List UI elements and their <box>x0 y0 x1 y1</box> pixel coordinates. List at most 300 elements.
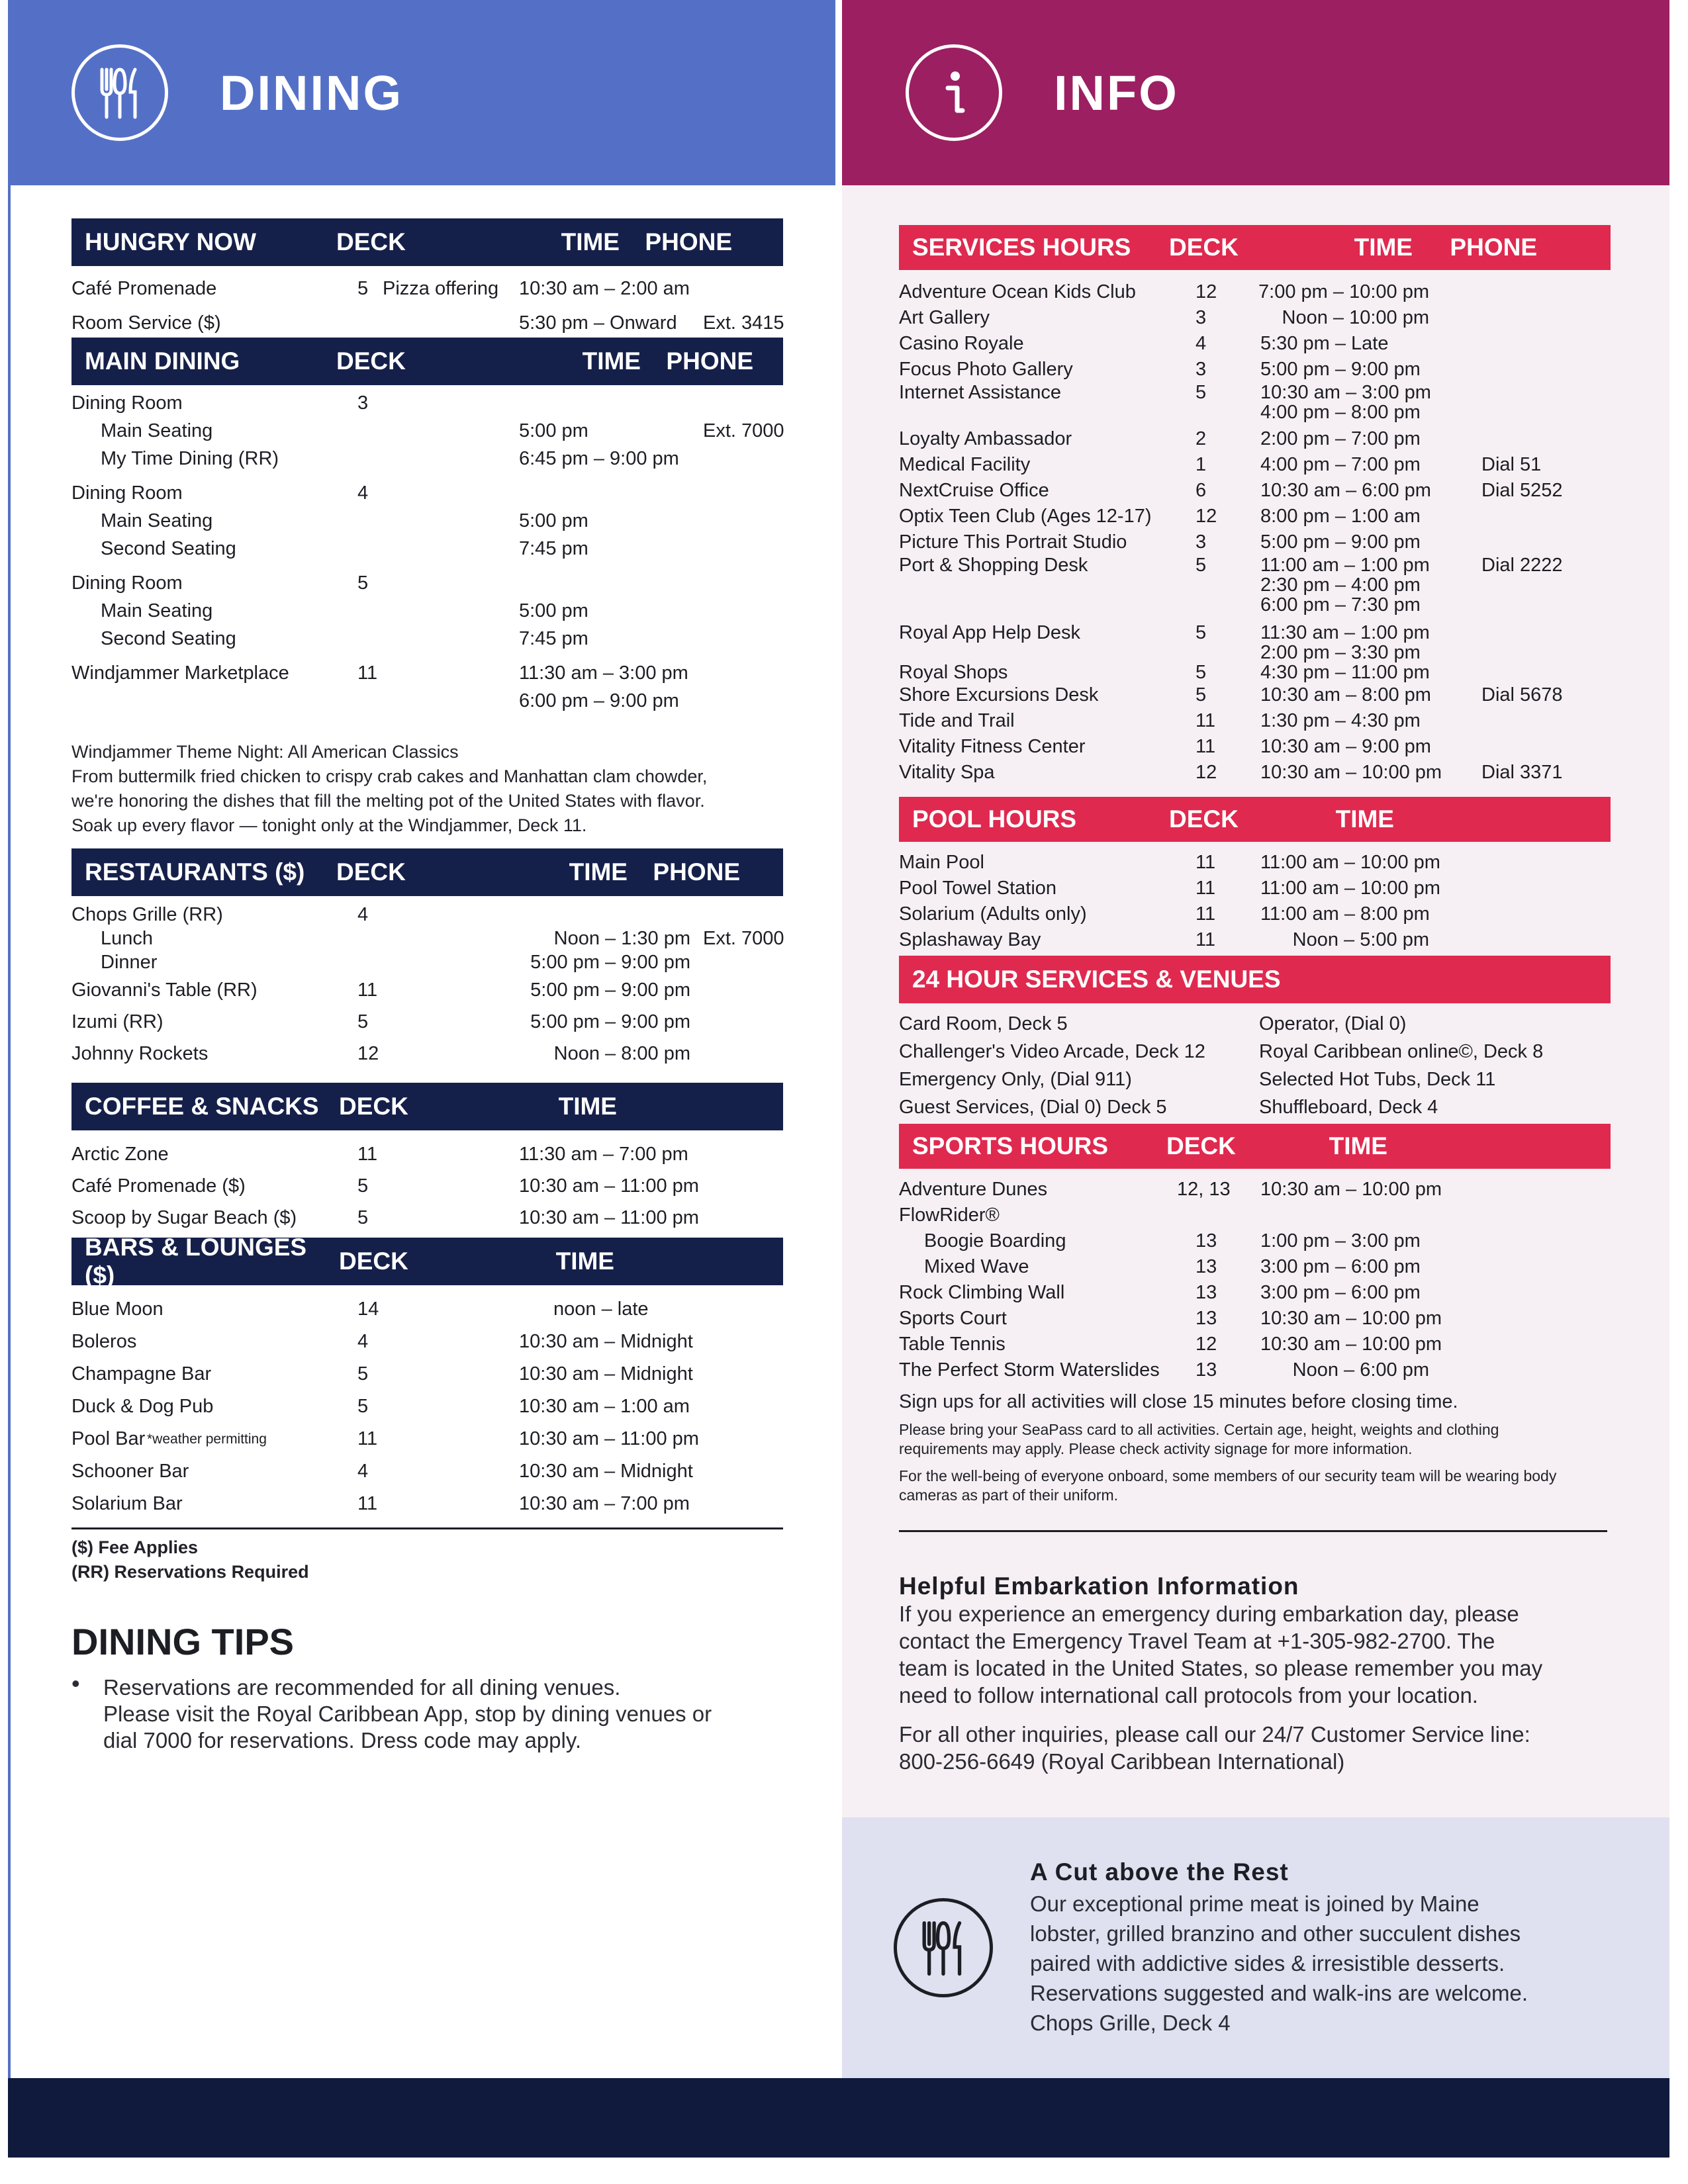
list-item: Shuffleboard, Deck 4 <box>1259 1097 1438 1118</box>
bars-lounges-table <box>71 1234 783 1520</box>
venue-name: Pool Towel Station <box>899 878 1057 899</box>
table-row <box>899 555 1611 575</box>
dining-tips-title: DINING TIPS <box>71 1621 295 1662</box>
theme-night-title: Windjammer Theme Night: All American Classics <box>71 742 459 762</box>
info-icon <box>906 44 1002 141</box>
venue-name: Champagne Bar <box>71 1363 212 1385</box>
time: 10:30 am – 10:00 pm <box>1260 1179 1442 1200</box>
restaurants-table <box>71 848 783 1069</box>
service-name: Vitality Fitness Center <box>899 736 1086 757</box>
col-name: SPORTS HOURS <box>912 1132 1109 1160</box>
table-row <box>899 504 1611 529</box>
fork-knife-icon <box>894 1898 993 1997</box>
venue-name: Arctic Zone <box>71 1144 169 1165</box>
deck: 5 <box>1196 382 1207 403</box>
table-row <box>899 1306 1611 1332</box>
deck: 4 <box>357 1461 369 1482</box>
list-item: Selected Hot Tubs, Deck 11 <box>1259 1069 1496 1090</box>
activity-name: Boogie Boarding <box>924 1230 1066 1251</box>
col-time: TIME <box>1335 805 1394 833</box>
venue-name: Dinner <box>101 952 158 973</box>
deck: 11 <box>357 1493 378 1514</box>
info-title: INFO <box>1054 65 1179 120</box>
col-deck: DECK <box>339 1248 408 1275</box>
table-row <box>899 1203 1611 1228</box>
list-item: Challenger's Video Arcade, Deck 12 <box>899 1041 1205 1062</box>
sports-hours-header <box>899 1124 1611 1169</box>
deck: 3 <box>1196 359 1207 380</box>
list-item: Card Room, Deck 5 <box>899 1013 1068 1034</box>
table-row <box>71 535 783 563</box>
table-row <box>899 927 1611 953</box>
table-row <box>71 659 783 687</box>
sports-hours-table <box>899 1124 1611 1383</box>
table-row <box>71 597 783 625</box>
coffee-snacks-header <box>71 1083 783 1130</box>
table-row <box>899 383 1611 402</box>
table-row <box>899 708 1611 734</box>
weather-note: *weather permitting <box>147 1432 267 1447</box>
text-line: lobster, grilled branzino and other succulent dishes <box>1030 1921 1521 1946</box>
venue-name: Duck & Dog Pub <box>71 1396 214 1417</box>
time: 10:30 am – 7:00 pm <box>519 1493 690 1514</box>
embarkation-info <box>899 1572 1614 1775</box>
promo-text <box>1030 1889 1613 2038</box>
activity-name: Sports Court <box>899 1308 1007 1329</box>
table-row <box>899 357 1611 383</box>
table-row <box>71 974 783 1006</box>
venue-name: Dining Room <box>71 482 183 504</box>
deck: 5 <box>1196 684 1207 705</box>
table-row <box>71 417 783 445</box>
phone: Dial 51 <box>1481 454 1542 475</box>
table-row <box>71 1006 783 1038</box>
time: 5:00 pm <box>519 420 588 441</box>
service-name: Focus Photo Gallery <box>899 359 1073 380</box>
table-row <box>899 682 1611 708</box>
service-name: Optix Teen Club (Ages 12-17) <box>899 506 1152 527</box>
table-row <box>71 1038 783 1069</box>
service-name: Royal Shops <box>899 662 1008 683</box>
time: 7:45 pm <box>519 538 588 559</box>
time: 2:00 pm – 3:30 pm <box>1260 642 1421 663</box>
time: 5:00 pm – 9:00 pm <box>530 1011 690 1032</box>
chops-grille-promo <box>842 1817 1669 2078</box>
col-name: BARS & LOUNGES ($) <box>85 1234 307 1289</box>
deck: 13 <box>1196 1256 1217 1277</box>
theme-night-line: From buttermilk fried chicken to crispy crab cakes and Manhattan clam chowder, <box>71 766 708 786</box>
table-row <box>71 569 783 597</box>
deck: 11 <box>1196 710 1216 731</box>
table-row <box>899 575 1611 595</box>
text-line: paired with addictive sides & irresistible desserts. <box>1030 1951 1505 1976</box>
phone: Dial 2222 <box>1481 555 1563 576</box>
table-row <box>899 529 1611 555</box>
legend <box>71 1535 309 1584</box>
time: 10:30 am – Midnight <box>519 1461 693 1482</box>
security-note <box>899 1467 1556 1505</box>
table-row <box>71 687 783 715</box>
deck: 11 <box>1196 903 1216 925</box>
left-accent-stripe <box>8 185 11 2078</box>
hungry-now-table <box>71 218 783 340</box>
deck: 5 <box>357 1175 369 1197</box>
text-line: Reservations suggested and walk-ins are welcome. <box>1030 1981 1528 2005</box>
deck: 11 <box>357 1144 378 1165</box>
table-row <box>71 1455 783 1488</box>
time: Noon – 5:00 pm <box>1292 929 1429 950</box>
time: 5:00 pm <box>519 510 588 531</box>
time: 5:30 pm – Late <box>1260 333 1389 354</box>
table-row <box>71 1423 783 1455</box>
venue-name: Café Promenade <box>71 278 217 299</box>
table-row <box>71 625 783 653</box>
deck: 12 <box>1196 506 1217 527</box>
service-name: Medical Facility <box>899 454 1031 475</box>
time: 11:00 am – 1:00 pm <box>1260 555 1430 576</box>
venue-name: Main Pool <box>899 852 984 873</box>
venue-name: Solarium (Adults only) <box>899 903 1087 925</box>
text-line: Chops Grille, Deck 4 <box>1030 2011 1231 2035</box>
deck: 11 <box>1196 929 1216 950</box>
list-item: Guest Services, (Dial 0) Deck 5 <box>899 1097 1167 1118</box>
text-line: If you experience an emergency during embarkation day, please <box>899 1602 1519 1626</box>
venue-name: Izumi (RR) <box>71 1011 164 1032</box>
deck: 5 <box>357 1207 369 1228</box>
main-dining-table <box>71 338 783 715</box>
venue-name: Dining Room <box>71 572 183 594</box>
activity-name: Adventure Dunes <box>899 1179 1048 1200</box>
deck: 13 <box>1196 1282 1217 1303</box>
theme-night-line: Soak up every flavor — tonight only at the Windjammer, Deck 11. <box>71 815 587 835</box>
venue-name: Second Seating <box>101 538 236 559</box>
deck: 5 <box>1196 555 1207 576</box>
time: 10:30 am – 10:00 pm <box>1260 1334 1442 1355</box>
service-name: Shore Excursions Desk <box>899 684 1099 705</box>
col-name: MAIN DINING <box>85 347 240 375</box>
time: 10:30 am – 11:00 pm <box>519 1175 699 1197</box>
service-name: Adventure Ocean Kids Club <box>899 281 1136 302</box>
table-row <box>899 662 1611 682</box>
time: 5:00 pm – 9:00 pm <box>1260 359 1421 380</box>
text-line: contact the Emergency Travel Team at +1-305-982-2700. The <box>899 1629 1495 1653</box>
service-name: Casino Royale <box>899 333 1024 354</box>
dining-tips-text <box>71 1670 831 1754</box>
col-deck: DECK <box>336 347 406 375</box>
time: 4:00 pm – 7:00 pm <box>1260 454 1421 475</box>
theme-night-line: we're honoring the dishes that fill the melting pot of the United States with flavor. <box>71 791 705 811</box>
venue-name: Main Seating <box>101 600 213 621</box>
deck: 4 <box>357 482 369 504</box>
deck: 1 <box>1196 454 1207 475</box>
deck: 11 <box>357 1428 378 1449</box>
service-name: Internet Assistance <box>899 382 1062 403</box>
time: 5:00 pm <box>519 600 588 621</box>
24-hour-title: 24 HOUR SERVICES & VENUES <box>912 966 1281 993</box>
col-phone: PHONE <box>653 858 740 886</box>
col-deck: DECK <box>1169 234 1239 261</box>
legend-fee: ($) Fee Applies <box>71 1537 199 1557</box>
venue-name: Dining Room <box>71 392 183 414</box>
time: 11:00 am – 8:00 pm <box>1260 903 1430 925</box>
phone: Dial 5678 <box>1481 684 1563 705</box>
deck: 6 <box>1196 480 1207 501</box>
deck: 11 <box>357 979 378 1001</box>
note-line: For the well-being of everyone onboard, some members of our security team will be wearing body <box>899 1467 1557 1484</box>
activity-name: Table Tennis <box>899 1334 1006 1355</box>
services-header <box>899 225 1611 270</box>
venue-name: My Time Dining (RR) <box>101 448 279 469</box>
promo-title: A Cut above the Rest <box>1030 1858 1289 1886</box>
venue-name: Chops Grille (RR) <box>71 904 223 925</box>
table-row <box>71 1326 783 1358</box>
info-banner <box>842 0 1669 185</box>
col-name: COFFEE & SNACKS <box>85 1093 319 1120</box>
time: 5:30 pm – Onward <box>519 312 677 334</box>
time: 6:45 pm – 9:00 pm <box>519 448 679 469</box>
col-deck: DECK <box>339 1093 408 1120</box>
table-row <box>899 402 1611 422</box>
venue-name: Scoop by Sugar Beach ($) <box>71 1207 297 1228</box>
table-row <box>71 1293 783 1326</box>
deck: 4 <box>1196 333 1207 354</box>
deck: 5 <box>357 278 369 299</box>
phone: Ext. 3415 <box>703 312 784 334</box>
deck: 11 <box>1196 878 1216 899</box>
deck: 4 <box>357 904 369 925</box>
table-row <box>899 876 1611 901</box>
venue-name: Second Seating <box>101 628 236 649</box>
footer-bar <box>8 2078 1669 2158</box>
table-row <box>71 1170 783 1202</box>
signup-note: Sign ups for all activities will close 15 minutes before closing time. <box>899 1391 1458 1412</box>
col-phone: PHONE <box>666 347 753 375</box>
table-row <box>899 305 1611 331</box>
col-time: TIME <box>569 858 628 886</box>
table-row <box>71 1138 783 1170</box>
time: Noon – 8:00 pm <box>553 1043 690 1064</box>
time: 10:30 am – Midnight <box>519 1363 693 1385</box>
deck: 12 <box>1196 1334 1217 1355</box>
time: 10:30 am – 3:00 pm <box>1260 382 1431 403</box>
main-dining-header <box>71 338 783 385</box>
embarkation-title: Helpful Embarkation Information <box>899 1572 1299 1600</box>
col-time: TIME <box>561 228 620 255</box>
table-row <box>899 1254 1611 1280</box>
table-row <box>899 1332 1611 1357</box>
note: Pizza offering <box>383 278 499 299</box>
venue-name: Johnny Rockets <box>71 1043 209 1064</box>
deck: 11 <box>1196 852 1216 873</box>
deck: 13 <box>1196 1308 1217 1329</box>
table-row <box>899 760 1611 786</box>
time: 10:30 am – 2:00 am <box>519 278 690 299</box>
col-time: TIME <box>1354 234 1413 261</box>
deck: 11 <box>357 662 378 684</box>
col-deck: DECK <box>1166 1132 1236 1160</box>
embarkation-text <box>899 1600 1614 1709</box>
pool-hours-table <box>899 797 1611 953</box>
service-name: Art Gallery <box>899 307 990 328</box>
deck: 5 <box>1196 662 1207 683</box>
col-name: SERVICES HOURS <box>912 234 1131 261</box>
activity-name: Mixed Wave <box>924 1256 1029 1277</box>
deck: 14 <box>357 1298 379 1320</box>
table-row <box>71 1488 783 1520</box>
table-row <box>899 734 1611 760</box>
list-item: Emergency Only, (Dial 911) <box>899 1069 1132 1090</box>
table-row <box>899 850 1611 876</box>
col-deck: DECK <box>1169 805 1239 833</box>
table-row <box>899 1177 1611 1203</box>
24-hour-header <box>899 956 1611 1003</box>
table-row <box>71 445 783 473</box>
table-row <box>71 903 783 927</box>
deck: 5 <box>357 1011 369 1032</box>
table-row <box>899 452 1611 478</box>
deck: 12, 13 <box>1177 1179 1231 1200</box>
venue-name: Splashaway Bay <box>899 929 1041 950</box>
table-row <box>899 279 1611 305</box>
deck: 5 <box>1196 622 1207 643</box>
time: 11:00 am – 10:00 pm <box>1260 878 1440 899</box>
24-hour-list-right <box>1259 1010 1543 1121</box>
phone: Dial 5252 <box>1481 480 1563 501</box>
time: 10:30 am – 11:00 pm <box>519 1207 699 1228</box>
24-hour-list-left <box>899 1010 1205 1121</box>
time: 5:00 pm – 9:00 pm <box>530 979 690 1001</box>
deck: 4 <box>357 1331 369 1352</box>
col-time: TIME <box>555 1248 614 1275</box>
coffee-snacks-table <box>71 1083 783 1234</box>
time: 6:00 pm – 7:30 pm <box>1260 594 1421 615</box>
venue-name: Windjammer Marketplace <box>71 662 289 684</box>
time: 11:30 am – 7:00 pm <box>519 1144 688 1165</box>
list-item: Operator, (Dial 0) <box>1259 1013 1407 1034</box>
table-row <box>899 1280 1611 1306</box>
table-row <box>899 478 1611 504</box>
theme-night-note <box>71 740 800 838</box>
service-name: Royal App Help Desk <box>899 622 1081 643</box>
text-line: Our exceptional prime meat is joined by Maine <box>1030 1891 1479 1916</box>
time: 4:00 pm – 8:00 pm <box>1260 402 1421 423</box>
deck: 3 <box>357 392 369 414</box>
table-row <box>899 426 1611 452</box>
time: 10:30 am – 11:00 pm <box>519 1428 699 1449</box>
restaurants-header <box>71 848 783 896</box>
venue-name: Café Promenade ($) <box>71 1175 246 1197</box>
pool-hours-header <box>899 797 1611 842</box>
hungry-now-header <box>71 218 783 266</box>
venue-name: Room Service ($) <box>71 312 221 334</box>
table-row <box>899 1357 1611 1383</box>
tip-line: dial 7000 for reservations. Dress code may apply. <box>103 1728 582 1752</box>
note-line: requirements may apply. Please check activity signage for more information. <box>899 1440 1413 1457</box>
table-row <box>899 1228 1611 1254</box>
activity-name: FlowRider® <box>899 1205 1000 1226</box>
tip-line: Please visit the Royal Caribbean App, stop by dining venues or <box>103 1702 712 1726</box>
venue-name: Schooner Bar <box>71 1461 189 1482</box>
time: 10:30 am – Midnight <box>519 1331 693 1352</box>
venue-name: Solarium Bar <box>71 1493 183 1514</box>
venue-name: Pool Bar <box>71 1428 146 1449</box>
time: noon – late <box>553 1298 649 1320</box>
col-deck: DECK <box>336 858 406 886</box>
table-row <box>899 331 1611 357</box>
list-item: Royal Caribbean online©, Deck 8 <box>1259 1041 1544 1062</box>
time: 7:45 pm <box>519 628 588 649</box>
phone: Dial 3371 <box>1481 762 1563 783</box>
time: 11:30 am – 3:00 pm <box>519 662 688 684</box>
time: 4:30 pm – 11:00 pm <box>1260 662 1430 683</box>
service-name: Port & Shopping Desk <box>899 555 1088 576</box>
activity-name: The Perfect Storm Waterslides <box>899 1359 1160 1381</box>
table-row <box>71 1390 783 1423</box>
time: 5:00 pm – 9:00 pm <box>1260 531 1421 553</box>
table-row <box>71 950 783 974</box>
fork-knife-icon <box>71 44 168 141</box>
time: 7:00 pm – 10:00 pm <box>1258 281 1429 302</box>
venue-name: Main Seating <box>101 510 213 531</box>
deck: 13 <box>1196 1230 1217 1251</box>
col-time: TIME <box>558 1093 617 1120</box>
time: Noon – 10:00 pm <box>1282 307 1429 328</box>
service-name: Loyalty Ambassador <box>899 428 1072 449</box>
note-line: Please bring your SeaPass card to all activities. Certain age, height, weights and clothing <box>899 1421 1499 1438</box>
col-name: POOL HOURS <box>912 805 1077 833</box>
deck: 5 <box>357 572 369 594</box>
service-name: Tide and Trail <box>899 710 1015 731</box>
deck: 12 <box>1196 281 1217 302</box>
table-row <box>899 901 1611 927</box>
col-time: TIME <box>582 347 641 375</box>
venue-name: Blue Moon <box>71 1298 164 1320</box>
24-hour-services-table <box>899 956 1611 1118</box>
time: 5:00 pm – 9:00 pm <box>530 952 690 973</box>
time: 10:30 am – 10:00 pm <box>1260 1308 1442 1329</box>
table-row <box>71 927 783 950</box>
col-time: TIME <box>1329 1132 1387 1160</box>
time: 3:00 pm – 6:00 pm <box>1260 1282 1421 1303</box>
bullet: • <box>71 1670 80 1697</box>
time: 10:30 am – 8:00 pm <box>1260 684 1431 705</box>
col-phone: PHONE <box>645 228 732 255</box>
note-line: cameras as part of their uniform. <box>899 1486 1119 1504</box>
deck: 5 <box>357 1396 369 1417</box>
table-row <box>899 643 1611 662</box>
phone: Ext. 7000 <box>703 420 784 441</box>
table-row <box>71 306 783 340</box>
deck: 3 <box>1196 307 1207 328</box>
deck: 11 <box>1196 736 1216 757</box>
deck: 3 <box>1196 531 1207 553</box>
col-name: HUNGRY NOW <box>85 228 256 255</box>
divider <box>71 1527 783 1529</box>
venue-name: Boleros <box>71 1331 137 1352</box>
col-deck: DECK <box>336 228 406 255</box>
time: 11:00 am – 10:00 pm <box>1260 852 1440 873</box>
time: 6:00 pm – 9:00 pm <box>519 690 679 711</box>
time: 10:30 am – 1:00 am <box>519 1396 690 1417</box>
activity-name: Rock Climbing Wall <box>899 1282 1065 1303</box>
text-line: team is located in the United States, so please remember you may <box>899 1656 1543 1680</box>
venue-name: Giovanni's Table (RR) <box>71 979 258 1001</box>
table-row <box>71 389 783 417</box>
col-phone: PHONE <box>1450 234 1537 261</box>
time: 2:00 pm – 7:00 pm <box>1260 428 1421 449</box>
table-row <box>71 1202 783 1234</box>
table-row <box>71 1358 783 1390</box>
